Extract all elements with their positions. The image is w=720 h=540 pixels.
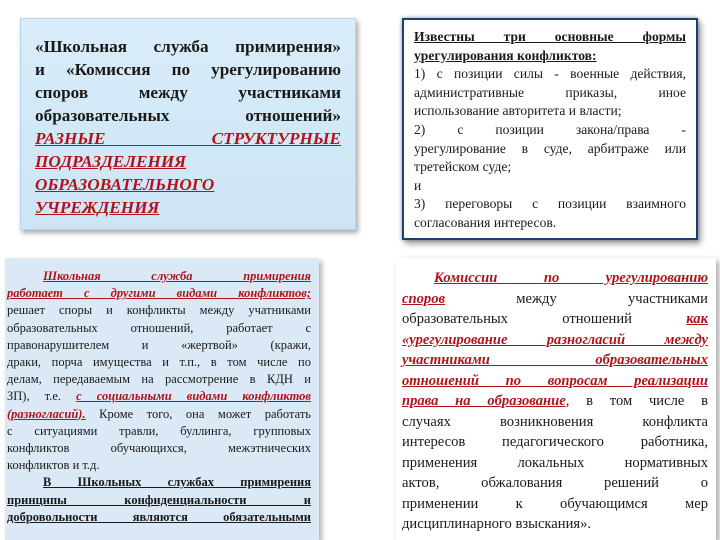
conflict-forms-panel — [402, 18, 698, 240]
red-line: РАЗНЫЕ СТРУКТУРНЫЕ — [35, 129, 341, 148]
body-line-mixed — [7, 388, 311, 405]
red-inline: права на образование — [402, 393, 566, 409]
body-line: образовательных отношений, работает с — [7, 320, 311, 335]
body-line: урегулирование в суде, арбитраже или — [414, 140, 686, 156]
red-inline: споров — [402, 290, 446, 307]
body-line: делам, передаваемым на рассмотрение в КДН и — [7, 372, 311, 387]
red-inline: «урегулирование разногласий между — [402, 331, 708, 348]
body-text: образовательных отношений — [402, 311, 632, 327]
red-inline: с социальными видами конфликтов — [76, 389, 311, 404]
body-text: Кроме того, она может работать — [99, 406, 311, 421]
red-inline: (разногласий). — [7, 406, 86, 421]
body-text: , в том числе в — [565, 393, 708, 409]
heading-line: образовательных отношений» — [35, 106, 341, 125]
body-line: актов, обжалования решений о — [402, 475, 708, 491]
panel-body — [414, 65, 686, 232]
school-service-heading-panel — [20, 18, 356, 230]
text-line — [402, 289, 708, 310]
body-text: ЗП), т.е. — [7, 389, 62, 404]
body-line: 1) с позиции силы - военные действия, — [414, 66, 686, 82]
red-line — [402, 371, 708, 392]
text-line — [402, 309, 708, 330]
title-line: урегулирования конфликтов: — [414, 47, 597, 63]
body-line-mixed — [7, 406, 311, 423]
text-line — [402, 268, 708, 289]
body-line: использование авторитета и власти; — [414, 103, 622, 119]
body-line: и — [414, 177, 422, 193]
body-line: применении к обучающимся мер — [402, 495, 708, 512]
body-line: 2) с позиции закона/права - — [414, 121, 686, 137]
bold-line: добровольности являются обязательными — [7, 509, 311, 524]
body-line: административные приказы, иное — [414, 84, 686, 100]
heading-line: «Школьная служба примирения» — [35, 37, 341, 56]
body-line: с ситуациями травли, буллинга, групповых — [7, 423, 311, 438]
body-line: конфликтов и т.д. — [7, 458, 100, 473]
body-line: применения локальных нормативных — [402, 454, 708, 471]
red-line: работает с другими видами конфликтов; — [7, 286, 311, 301]
body-line: третейском суде; — [414, 159, 512, 175]
body-line: правонарушителем и «жертвой» (кражи, — [7, 337, 311, 352]
heading-line: споров между участниками — [35, 83, 341, 102]
school-service-description-panel — [5, 258, 319, 540]
text-line — [402, 391, 708, 412]
red-line: УЧРЕЖДЕНИЯ — [35, 198, 160, 217]
red-line — [402, 330, 708, 351]
red-line: ОБРАЗОВАТЕЛЬНОГО — [35, 175, 215, 194]
body-line: конфликтов обучающихся, межэтнических — [7, 441, 311, 456]
body-line: драки, порча имущества и т.п., в том числе по — [7, 355, 311, 370]
commission-description-panel — [396, 258, 716, 540]
red-line — [402, 350, 708, 371]
body-line: 3) переговоры с позиции взаимного — [414, 196, 686, 212]
heading-line: и «Комиссия по урегулированию — [35, 60, 341, 79]
body-line: решает споры и конфликты между учатниками — [7, 303, 311, 318]
bold-line: принципы конфиденциальности и — [7, 492, 311, 507]
red-inline: Комиссии по урегулированию — [434, 270, 708, 286]
bold-line: В Школьных службах примирения — [43, 475, 311, 490]
body-line: согласования интересов. — [414, 214, 557, 230]
panel-title — [414, 28, 686, 65]
body-line: дисциплинарного взыскания». — [402, 516, 592, 532]
panel-heading — [35, 35, 341, 127]
structural-units-note — [35, 127, 341, 219]
body-line: интересов педагогического работника, — [402, 434, 708, 450]
title-line: Известны три основные формы — [414, 29, 686, 44]
red-inline: отношений по вопросам реализации — [402, 372, 708, 389]
red-line: ПОДРАЗДЕЛЕНИЯ — [35, 152, 187, 171]
red-inline: как — [686, 311, 708, 327]
red-line: Школьная служба примирения — [43, 269, 311, 283]
body-text: между участниками — [516, 290, 708, 307]
red-inline: участниками образовательных — [402, 352, 708, 368]
body-line: случаях возникновения конфликта — [402, 413, 708, 430]
